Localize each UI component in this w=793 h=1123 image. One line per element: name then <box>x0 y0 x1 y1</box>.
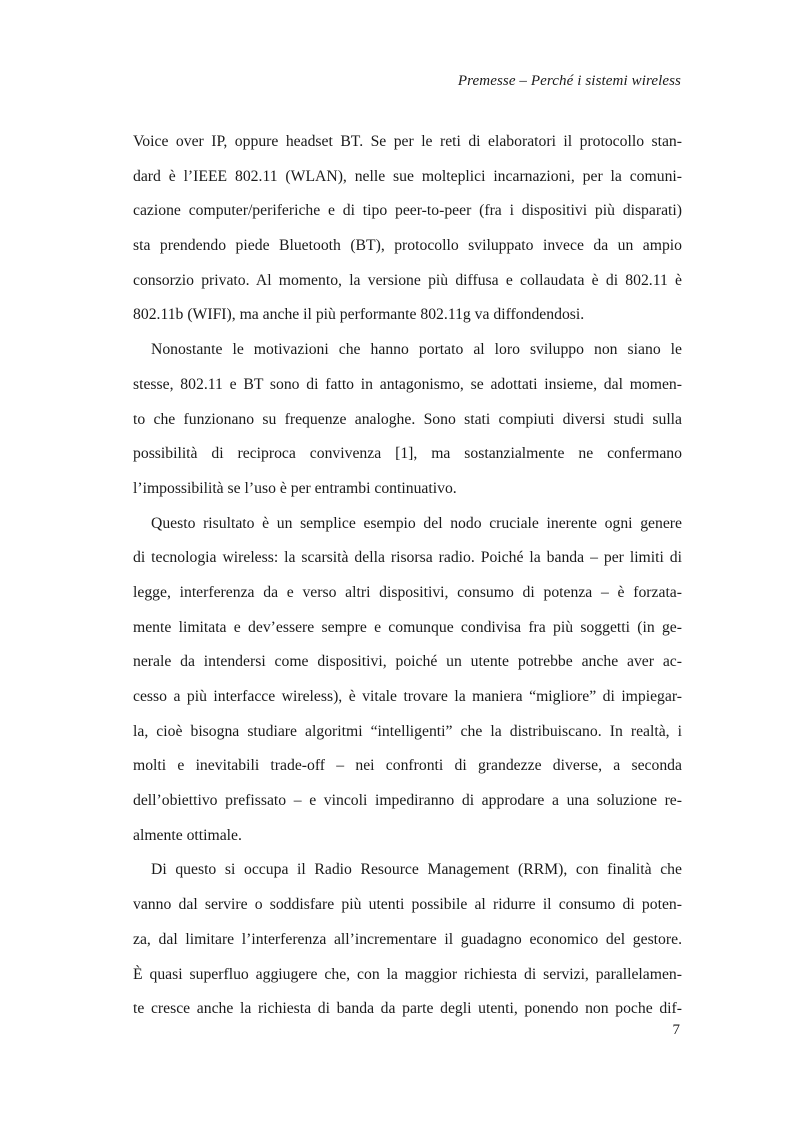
text-line: za, dal limitare l’interferenza all’incrementare il guadagno economico del gestore. <box>133 930 682 948</box>
text-line: Voice over IP, oppure headset BT. Se per le reti di elaboratori il protocollo stan- <box>133 133 682 150</box>
text-line: molti e inevitabili trade-off – nei confronti di grandezze diverse, a seconda <box>133 757 682 775</box>
text-line: nerale da intendersi come dispositivi, poiché un utente potrebbe anche aver ac- <box>133 653 682 671</box>
text-line: stesse, 802.11 e BT sono di fatto in antagonismo, se adottati insieme, dal momen- <box>133 375 682 393</box>
text-line: to che funzionano su frequenze analoghe. Sono stati compiuti diversi studi sulla <box>133 410 682 428</box>
text-line: l’impossibilità se l’uso è per entrambi continuativo. <box>133 479 457 497</box>
text-line: cazione computer/periferiche e di tipo peer-to-peer (fra i dispositivi più disparati) <box>133 202 682 220</box>
text-line: 802.11b (WIFI), ma anche il più performante 802.11g va diffondendosi. <box>133 306 585 324</box>
page-number: 7 <box>672 1022 680 1038</box>
text-line: Di questo si occupa il Radio Resource Management (RRM), con finalità che <box>151 861 682 879</box>
text-line: Questo risultato è un semplice esempio del nodo cruciale inerente ogni genere <box>151 514 682 532</box>
body-text <box>133 125 682 1027</box>
text-line: cesso a più interfacce wireless), è vitale trovare la maniera “migliore” di impiegar- <box>133 688 682 705</box>
text-line: legge, interferenza da e verso altri dispositivi, consumo di potenza – è forzata- <box>133 583 682 601</box>
text-line: Nonostante le motivazioni che hanno portato al loro sviluppo non siano le <box>151 341 682 359</box>
text-line: la, cioè bisogna studiare algoritmi “intelligenti” che la distribuiscano. In realtà, i <box>133 722 682 740</box>
text-line: mente limitata e dev’essere sempre e comunque condivisa fra più soggetti (in ge- <box>133 618 682 636</box>
text-line: È quasi superfluo aggiugere che, con la maggior richiesta di servizi, parallelamen- <box>133 965 682 983</box>
text-line: vanno dal servire o soddisfare più utenti possibile al ridurre il consumo di poten- <box>133 896 682 914</box>
text-line: dard è l’IEEE 802.11 (WLAN), nelle sue molteplici incarnazioni, per la comuni- <box>133 167 682 185</box>
text-line: almente ottimale. <box>133 826 242 844</box>
text-line: dell’obiettivo prefissato – e vincoli impediranno di approdare a una soluzione re- <box>133 792 682 810</box>
text-line: sta prendendo piede Bluetooth (BT), protocollo sviluppato invece da un ampio <box>133 237 682 255</box>
running-head: Premesse – Perché i sistemi wireless <box>457 73 681 89</box>
text-line: te cresce anche la richiesta di banda da parte degli utenti, ponendo non poche dif- <box>133 1000 682 1018</box>
text-line: possibilità di reciproca convivenza [1], ma sostanzialmente ne confermano <box>133 445 682 463</box>
text-line: di tecnologia wireless: la scarsità della risorsa radio. Poiché la banda – per limiti di <box>133 549 682 567</box>
text-line: consorzio privato. Al momento, la versione più diffusa e collaudata è di 802.11 è <box>133 271 682 289</box>
